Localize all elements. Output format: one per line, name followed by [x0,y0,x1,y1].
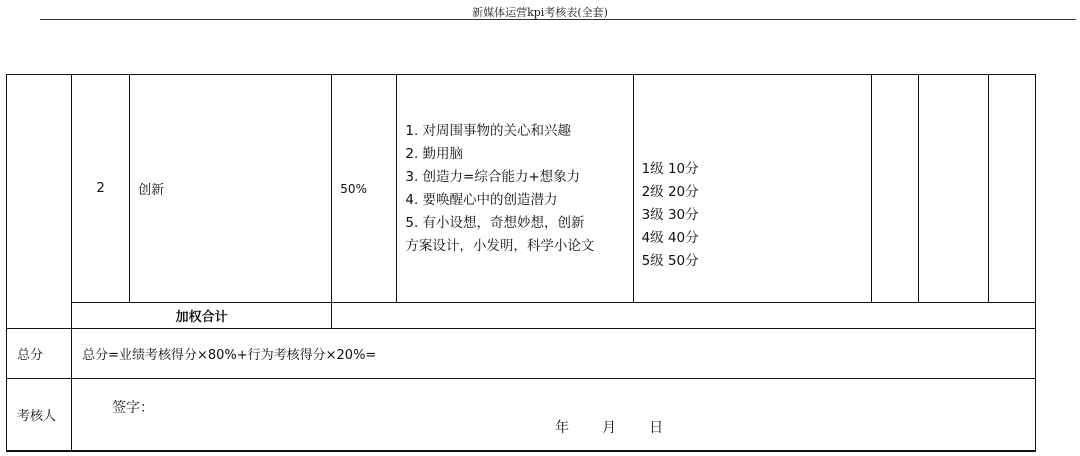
empty-cell [988,75,1035,303]
weighted-total-label: 加权合计 [72,303,332,329]
standard-line: 4. 要唤醒心中的创造潜力 [405,191,558,208]
item-weight: 50% [332,75,397,303]
score-line: 1级 10分 [641,160,699,177]
total-row [7,329,1036,379]
reviewer-label: 考核人 [7,379,72,451]
empty-cell [871,75,918,303]
standard-line: 2. 勤用脑 [405,145,464,162]
kpi-table [6,74,1036,452]
sign-label: 签字： [112,400,155,417]
scores-cell [633,75,871,303]
year-label: 年 [555,420,570,437]
score-line: 4级 40分 [641,229,699,246]
standard-line: 方案设计，小发明，科学小论文 [405,237,595,254]
date-line [555,417,663,437]
standards-cell [397,75,633,303]
score-line: 2级 20分 [641,183,699,200]
weighted-total-row [7,303,1036,329]
empty-cell [918,75,988,303]
weighted-total-value [332,303,1036,329]
total-formula: 总分=业绩考核得分×80%+行为考核得分×20%= [72,329,1036,379]
day-label: 日 [649,420,664,437]
item-index: 2 [72,75,130,303]
reviewer-row [7,379,1036,451]
total-label: 总分 [7,329,72,379]
score-line: 5级 50分 [641,252,699,269]
standard-line: 3. 创造力=综合能力+想象力 [405,168,581,185]
month-label: 月 [602,420,617,437]
document-header-title: 新媒体运营kpi考核表(全套) [472,6,608,19]
category-cell [7,75,72,329]
header-divider [40,19,1076,20]
reviewer-sign-cell [72,379,1036,451]
kpi-item-row [7,75,1036,303]
item-name: 创新 [130,75,332,303]
standard-line: 1. 对周围事物的关心和兴趣 [405,122,572,139]
standard-line: 5. 有小设想，奇想妙想，创新 [405,214,585,231]
score-line: 3级 30分 [641,206,699,223]
